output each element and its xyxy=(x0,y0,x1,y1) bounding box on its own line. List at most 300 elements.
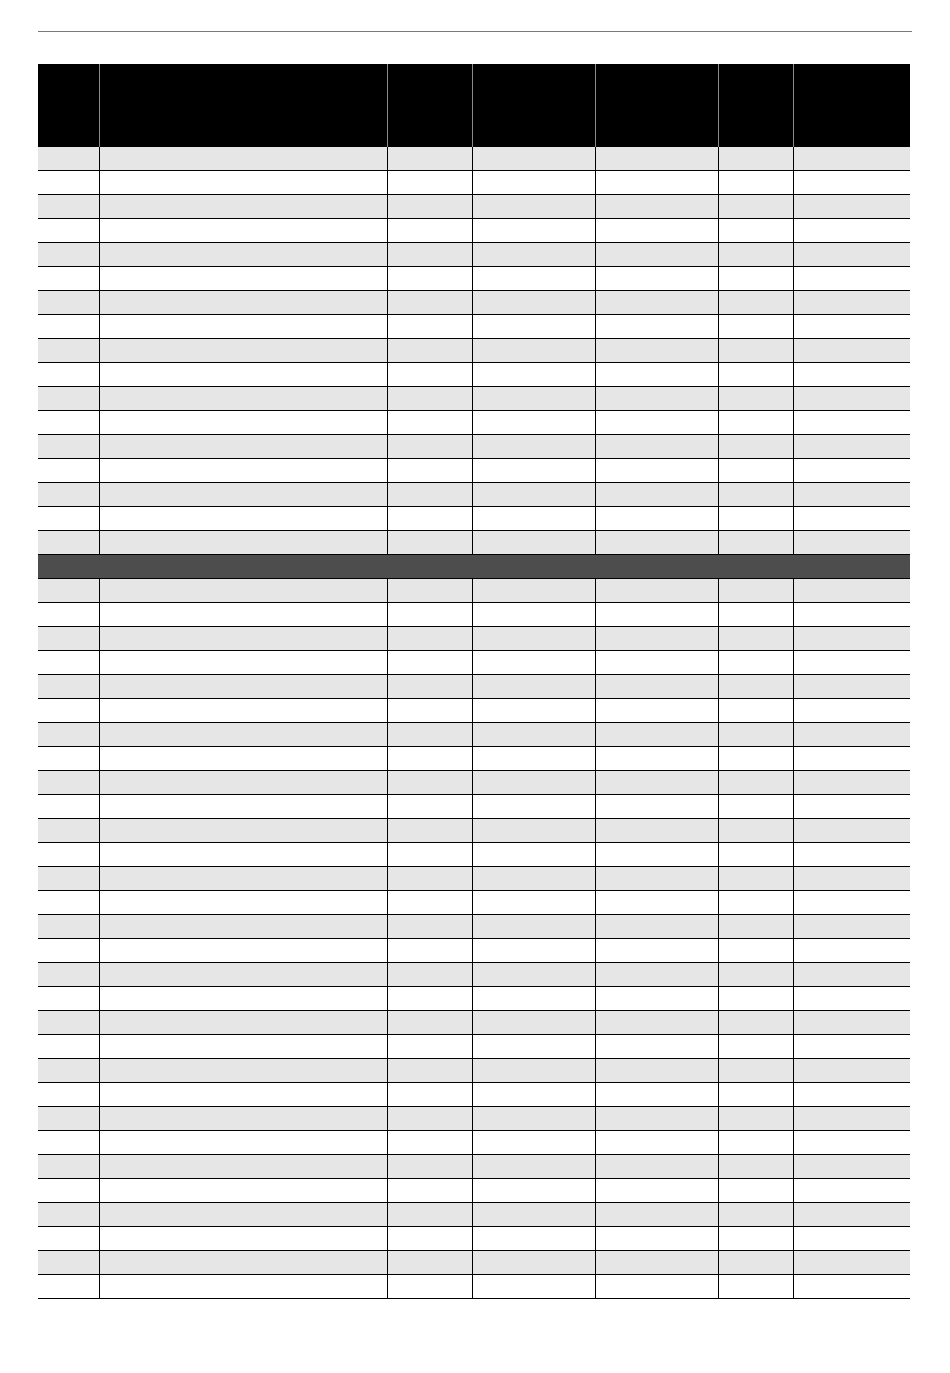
table-cell xyxy=(387,603,472,627)
table-cell xyxy=(595,1107,718,1131)
table-cell xyxy=(472,843,595,867)
table-cell xyxy=(793,723,910,747)
table-cell xyxy=(472,411,595,435)
table-cell xyxy=(387,867,472,891)
table-cell xyxy=(38,1227,99,1251)
table-cell xyxy=(99,771,387,795)
table-cell xyxy=(595,939,718,963)
table-cell xyxy=(595,1131,718,1155)
table-cell xyxy=(99,939,387,963)
table-cell xyxy=(595,1251,718,1275)
table-cell xyxy=(595,1059,718,1083)
table-cell xyxy=(387,1275,472,1299)
table-cell xyxy=(595,723,718,747)
table-row xyxy=(38,243,910,267)
table-cell xyxy=(595,315,718,339)
table-row xyxy=(38,147,910,171)
table-cell xyxy=(595,675,718,699)
table-cell xyxy=(387,891,472,915)
table-cell xyxy=(99,1227,387,1251)
table-cell xyxy=(99,1131,387,1155)
table-cell xyxy=(472,747,595,771)
table-cell xyxy=(472,795,595,819)
table-cell xyxy=(793,531,910,555)
table-cell xyxy=(38,747,99,771)
table-cell xyxy=(793,195,910,219)
table-cell xyxy=(387,1035,472,1059)
table-row xyxy=(38,339,910,363)
table-cell xyxy=(38,219,99,243)
table-cell xyxy=(99,363,387,387)
table-cell xyxy=(718,1083,793,1107)
table-cell xyxy=(38,603,99,627)
table-row xyxy=(38,891,910,915)
table-row xyxy=(38,363,910,387)
table-cell xyxy=(793,1011,910,1035)
table-cell xyxy=(472,723,595,747)
table-cell xyxy=(595,963,718,987)
table-cell xyxy=(793,891,910,915)
table-cell xyxy=(718,627,793,651)
table-row xyxy=(38,1227,910,1251)
table-cell xyxy=(595,531,718,555)
table-cell xyxy=(38,1275,99,1299)
table-cell xyxy=(472,315,595,339)
table-cell xyxy=(595,219,718,243)
table-cell xyxy=(387,747,472,771)
table-cell xyxy=(99,387,387,411)
table-cell xyxy=(387,1179,472,1203)
table-cell xyxy=(38,891,99,915)
table-cell xyxy=(472,171,595,195)
table-cell xyxy=(718,315,793,339)
table-cell xyxy=(472,987,595,1011)
table-cell xyxy=(38,243,99,267)
table-row xyxy=(38,1035,910,1059)
table-cell xyxy=(387,843,472,867)
table-cell xyxy=(793,651,910,675)
table-cell xyxy=(387,771,472,795)
table-cell xyxy=(99,1203,387,1227)
table-cell xyxy=(718,387,793,411)
table-cell xyxy=(793,1275,910,1299)
table-cell xyxy=(793,411,910,435)
table-cell xyxy=(472,219,595,243)
table-row xyxy=(38,1011,910,1035)
table-cell xyxy=(472,891,595,915)
table-row xyxy=(38,747,910,771)
table-cell xyxy=(472,459,595,483)
table-cell xyxy=(99,723,387,747)
table-row xyxy=(38,1275,910,1299)
section-divider-cell xyxy=(38,555,910,579)
table-cell xyxy=(99,1083,387,1107)
table-cell xyxy=(595,699,718,723)
table-cell xyxy=(595,627,718,651)
table-cell xyxy=(472,1251,595,1275)
table-cell xyxy=(38,1035,99,1059)
table-cell xyxy=(99,579,387,603)
table-cell xyxy=(595,1035,718,1059)
table-cell xyxy=(793,1227,910,1251)
table-cell xyxy=(38,651,99,675)
table-cell xyxy=(793,603,910,627)
table-cell xyxy=(38,291,99,315)
table-cell xyxy=(99,891,387,915)
section-divider-row xyxy=(38,555,910,579)
table-cell xyxy=(99,747,387,771)
table-cell xyxy=(472,651,595,675)
table-cell xyxy=(387,627,472,651)
table-cell xyxy=(387,1083,472,1107)
table-cell xyxy=(595,747,718,771)
table-cell xyxy=(472,267,595,291)
table-cell xyxy=(595,411,718,435)
table-cell xyxy=(718,963,793,987)
table-cell xyxy=(99,291,387,315)
table-cell xyxy=(595,891,718,915)
table-cell xyxy=(472,1059,595,1083)
table-cell xyxy=(595,387,718,411)
table-cell xyxy=(387,699,472,723)
table-cell xyxy=(718,867,793,891)
table-cell xyxy=(472,1035,595,1059)
table-cell xyxy=(472,363,595,387)
header-cell xyxy=(387,64,472,147)
table-cell xyxy=(793,267,910,291)
table-cell xyxy=(793,1107,910,1131)
table-cell xyxy=(99,171,387,195)
table-cell xyxy=(595,291,718,315)
table-cell xyxy=(595,363,718,387)
table-cell xyxy=(387,1203,472,1227)
table-cell xyxy=(718,1131,793,1155)
table-cell xyxy=(718,747,793,771)
table-cell xyxy=(793,747,910,771)
table-cell xyxy=(595,603,718,627)
table-row xyxy=(38,579,910,603)
table-cell xyxy=(387,339,472,363)
table-row xyxy=(38,771,910,795)
table-cell xyxy=(718,363,793,387)
table-cell xyxy=(793,483,910,507)
table-cell xyxy=(595,267,718,291)
table-cell xyxy=(718,915,793,939)
table-cell xyxy=(718,1035,793,1059)
table-cell xyxy=(387,1131,472,1155)
table-cell xyxy=(793,243,910,267)
table-cell xyxy=(38,579,99,603)
table-row xyxy=(38,171,910,195)
table-cell xyxy=(99,651,387,675)
table-row xyxy=(38,435,910,459)
table-cell xyxy=(99,147,387,171)
table-cell xyxy=(718,699,793,723)
table-cell xyxy=(387,579,472,603)
table-cell xyxy=(387,1107,472,1131)
table-cell xyxy=(38,843,99,867)
table-cell xyxy=(99,1035,387,1059)
table-cell xyxy=(793,387,910,411)
table-cell xyxy=(38,531,99,555)
table-cell xyxy=(472,1275,595,1299)
table-cell xyxy=(387,1011,472,1035)
table-cell xyxy=(472,915,595,939)
table-row xyxy=(38,315,910,339)
header-cell xyxy=(793,64,910,147)
table-cell xyxy=(793,1059,910,1083)
table-cell xyxy=(472,1227,595,1251)
table-cell xyxy=(718,1155,793,1179)
table-cell xyxy=(387,483,472,507)
table-row xyxy=(38,603,910,627)
table-cell xyxy=(718,939,793,963)
table-cell xyxy=(472,579,595,603)
table-cell xyxy=(472,387,595,411)
table-cell xyxy=(99,915,387,939)
table-cell xyxy=(793,771,910,795)
table-cell xyxy=(793,219,910,243)
table-cell xyxy=(38,1083,99,1107)
table-cell xyxy=(718,147,793,171)
table-cell xyxy=(718,411,793,435)
table-cell xyxy=(38,267,99,291)
header-cell xyxy=(595,64,718,147)
table-cell xyxy=(38,1107,99,1131)
table-cell xyxy=(718,987,793,1011)
table-cell xyxy=(718,243,793,267)
table-row xyxy=(38,627,910,651)
table-cell xyxy=(718,1227,793,1251)
table-cell xyxy=(793,1203,910,1227)
table-cell xyxy=(472,483,595,507)
table-cell xyxy=(718,195,793,219)
table-cell xyxy=(99,627,387,651)
table-cell xyxy=(793,795,910,819)
table-cell xyxy=(99,1011,387,1035)
table-cell xyxy=(99,507,387,531)
table-cell xyxy=(38,315,99,339)
table-cell xyxy=(718,1203,793,1227)
table-cell xyxy=(387,459,472,483)
table-cell xyxy=(718,603,793,627)
table-cell xyxy=(793,507,910,531)
table-cell xyxy=(595,483,718,507)
table-cell xyxy=(472,531,595,555)
table-cell xyxy=(595,843,718,867)
table-cell xyxy=(718,291,793,315)
table-cell xyxy=(99,459,387,483)
table-cell xyxy=(99,987,387,1011)
table-cell xyxy=(38,699,99,723)
table-cell xyxy=(387,147,472,171)
table-row xyxy=(38,483,910,507)
table-cell xyxy=(793,627,910,651)
table-cell xyxy=(793,1251,910,1275)
table-cell xyxy=(387,795,472,819)
table-cell xyxy=(472,963,595,987)
table-cell xyxy=(718,171,793,195)
table-cell xyxy=(387,363,472,387)
table-cell xyxy=(793,675,910,699)
table-cell xyxy=(472,819,595,843)
table-cell xyxy=(38,507,99,531)
table-row xyxy=(38,291,910,315)
data-table xyxy=(38,64,910,1299)
table-cell xyxy=(595,579,718,603)
table-cell xyxy=(99,675,387,699)
table-cell xyxy=(718,459,793,483)
table-cell xyxy=(595,1179,718,1203)
table-cell xyxy=(38,1251,99,1275)
table-cell xyxy=(718,339,793,363)
table-cell xyxy=(387,939,472,963)
table-cell xyxy=(595,795,718,819)
table-cell xyxy=(38,147,99,171)
table-row xyxy=(38,675,910,699)
table-cell xyxy=(472,1011,595,1035)
table-row xyxy=(38,987,910,1011)
table-cell xyxy=(38,987,99,1011)
table-row xyxy=(38,531,910,555)
table-cell xyxy=(387,1059,472,1083)
table-row xyxy=(38,1179,910,1203)
table-cell xyxy=(595,147,718,171)
table-cell xyxy=(38,963,99,987)
table-row xyxy=(38,819,910,843)
table-cell xyxy=(793,459,910,483)
table-cell xyxy=(718,483,793,507)
table-cell xyxy=(38,459,99,483)
table-cell xyxy=(38,1155,99,1179)
table-cell xyxy=(793,315,910,339)
table-cell xyxy=(718,843,793,867)
top-rule xyxy=(38,31,912,32)
table-cell xyxy=(472,603,595,627)
table-cell xyxy=(38,1131,99,1155)
table-cell xyxy=(793,291,910,315)
table-row xyxy=(38,939,910,963)
table-cell xyxy=(99,795,387,819)
table-cell xyxy=(595,987,718,1011)
table-cell xyxy=(387,963,472,987)
table-cell xyxy=(99,219,387,243)
table-cell xyxy=(472,1155,595,1179)
table-cell xyxy=(472,339,595,363)
table-cell xyxy=(595,1227,718,1251)
table-cell xyxy=(387,291,472,315)
header-cell xyxy=(718,64,793,147)
table-cell xyxy=(718,891,793,915)
table-cell xyxy=(387,1227,472,1251)
table-cell xyxy=(38,915,99,939)
table-cell xyxy=(38,1179,99,1203)
table-cell xyxy=(99,267,387,291)
table-cell xyxy=(595,435,718,459)
table-cell xyxy=(718,1059,793,1083)
table-cell xyxy=(99,1275,387,1299)
table-row xyxy=(38,195,910,219)
table-cell xyxy=(38,723,99,747)
table-cell xyxy=(595,819,718,843)
table-cell xyxy=(793,1155,910,1179)
header-cell xyxy=(99,64,387,147)
table-cell xyxy=(387,915,472,939)
table-cell xyxy=(472,147,595,171)
table-cell xyxy=(718,819,793,843)
table-cell xyxy=(595,1083,718,1107)
table-cell xyxy=(595,1011,718,1035)
table-row xyxy=(38,963,910,987)
table-header-row xyxy=(38,64,910,147)
table-cell xyxy=(595,339,718,363)
table-cell xyxy=(472,1179,595,1203)
table-cell xyxy=(38,339,99,363)
table-cell xyxy=(387,675,472,699)
table-row xyxy=(38,915,910,939)
table-cell xyxy=(38,1011,99,1035)
table-cell xyxy=(595,507,718,531)
table-cell xyxy=(387,243,472,267)
table-cell xyxy=(595,771,718,795)
table-cell xyxy=(793,171,910,195)
table-cell xyxy=(793,1083,910,1107)
table-cell xyxy=(99,411,387,435)
table-cell xyxy=(472,675,595,699)
table-cell xyxy=(472,939,595,963)
table-cell xyxy=(99,843,387,867)
table-cell xyxy=(387,171,472,195)
table-cell xyxy=(99,1251,387,1275)
table-row xyxy=(38,1131,910,1155)
table-cell xyxy=(718,435,793,459)
table-cell xyxy=(99,243,387,267)
table-cell xyxy=(718,1275,793,1299)
table-cell xyxy=(38,387,99,411)
table-cell xyxy=(99,435,387,459)
table-cell xyxy=(99,819,387,843)
table-cell xyxy=(387,435,472,459)
table-cell xyxy=(38,867,99,891)
table-cell xyxy=(793,915,910,939)
table-row xyxy=(38,1203,910,1227)
table-cell xyxy=(472,435,595,459)
table-cell xyxy=(718,723,793,747)
table-cell xyxy=(99,1059,387,1083)
table-cell xyxy=(472,1203,595,1227)
table-row xyxy=(38,507,910,531)
header-cell xyxy=(472,64,595,147)
table-cell xyxy=(718,675,793,699)
table-cell xyxy=(472,1083,595,1107)
table-cell xyxy=(99,531,387,555)
table-cell xyxy=(99,603,387,627)
table-row xyxy=(38,1155,910,1179)
table-cell xyxy=(387,411,472,435)
table-cell xyxy=(718,1107,793,1131)
table-row xyxy=(38,1059,910,1083)
table-cell xyxy=(793,1035,910,1059)
table-cell xyxy=(38,627,99,651)
table-cell xyxy=(718,795,793,819)
table-cell xyxy=(595,1275,718,1299)
table-cell xyxy=(387,1251,472,1275)
table-cell xyxy=(99,867,387,891)
table-cell xyxy=(793,435,910,459)
table-cell xyxy=(387,531,472,555)
table-cell xyxy=(38,1059,99,1083)
table-cell xyxy=(387,195,472,219)
